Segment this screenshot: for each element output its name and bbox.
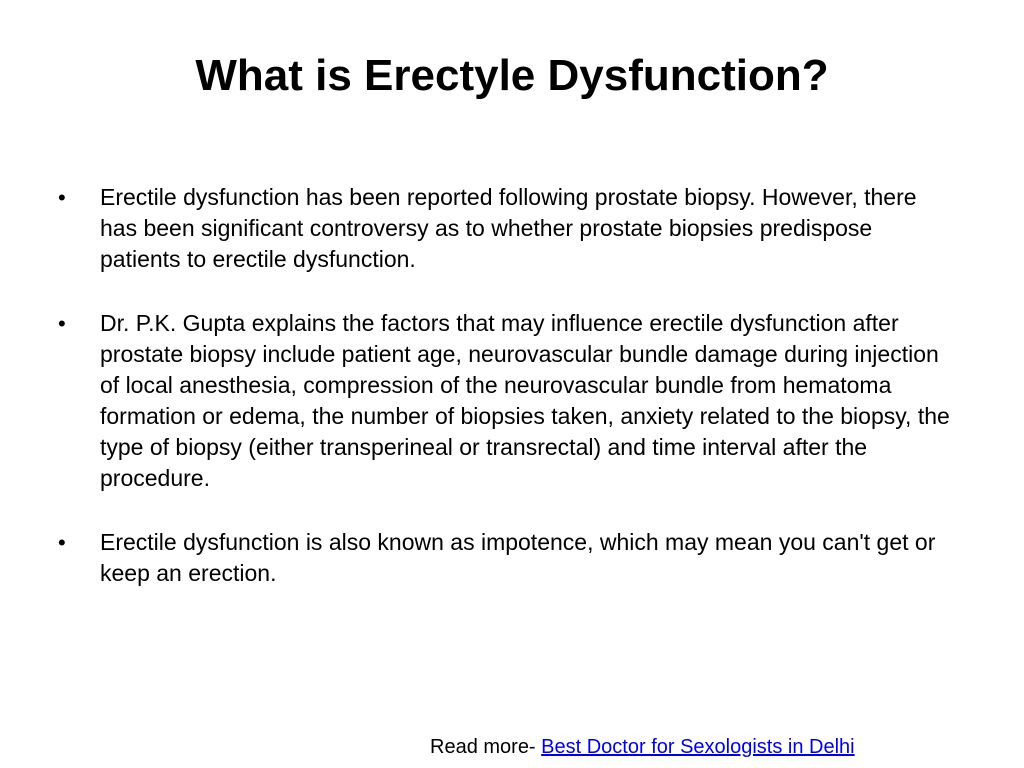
read-more-label: Read more- (430, 736, 542, 758)
bullet-dot-icon: • (58, 311, 66, 336)
read-more-link[interactable]: Best Doctor for Sexologists in Delhi (541, 736, 855, 758)
bullet-dot-icon: • (58, 185, 66, 210)
bullet-list (58, 182, 958, 622)
bullet-dot-icon: • (58, 530, 66, 555)
bullet-text: Erectile dysfunction has been reported following prostate biopsy. However, there has been significant controversy as to whether prostate biopsies predispose patients to erectile dysfunction. (100, 184, 917, 272)
bullet-text: Erectile dysfunction is also known as impotence, which may mean you can't get or keep an erection. (100, 529, 936, 586)
bullet-item (58, 527, 958, 589)
read-more-footer (430, 733, 855, 761)
bullet-item (58, 308, 958, 494)
bullet-item (58, 182, 958, 275)
slide-title: What is Erectyle Dysfunction? (195, 51, 829, 100)
bullet-text: Dr. P.K. Gupta explains the factors that may influence erectile dysfunction after prostate biopsy include patient age, neurovascular bundle damage during injection of local anesthesia, compression of the neurovascular bundle from hematoma formation or edema, the number of biopsies taken, anxiety related to the biopsy, the type of biopsy (either transperineal or transrectal) and time interval after the procedure. (100, 310, 950, 491)
